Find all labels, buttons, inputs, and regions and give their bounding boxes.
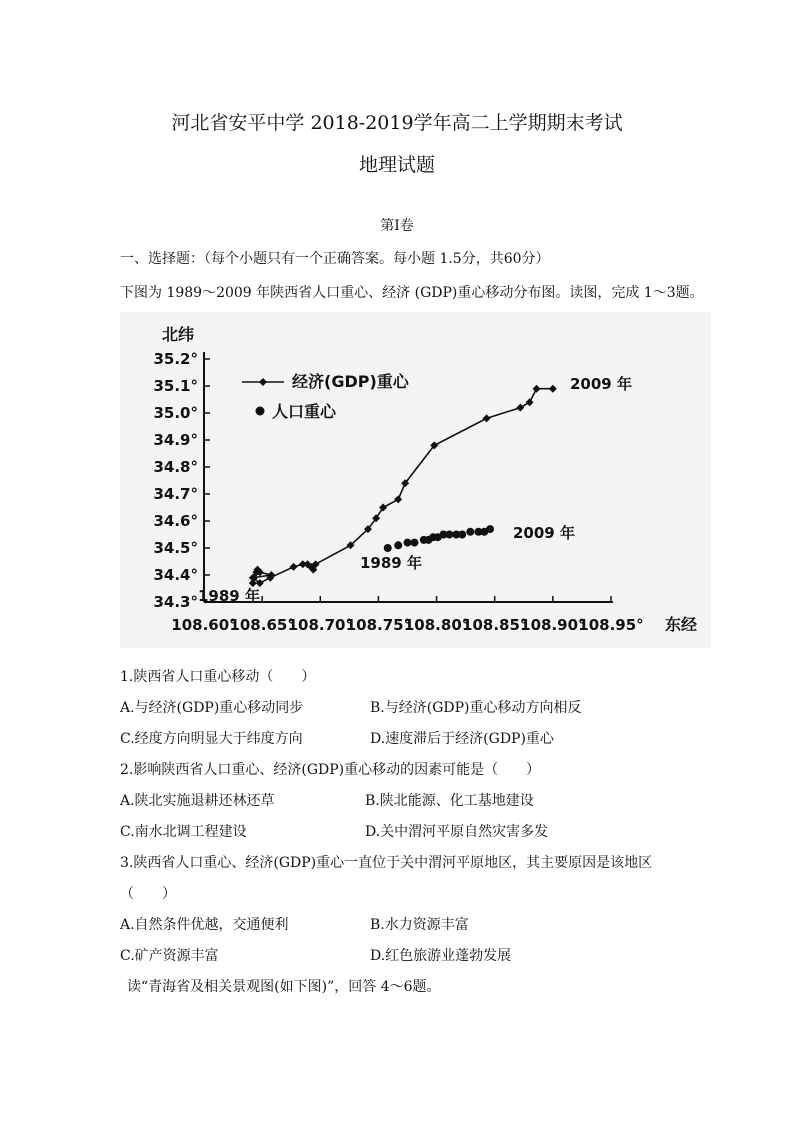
gdp-point <box>533 385 541 393</box>
x-tick-label: 108.65° <box>229 616 295 634</box>
y-tick-label: 34.9° <box>153 431 198 449</box>
q2-option-d[interactable]: D.关中渭河平原自然灾害多发 <box>365 824 549 840</box>
chart-legend <box>242 372 410 421</box>
next-section-lead: 读“青海省及相关景观图(如下图)”，回答 4～6题。 <box>127 979 441 995</box>
section-heading: 一、选择题：（每个小题只有一个正确答案。每小题 1.5分，共60分） <box>120 251 550 267</box>
q1-option-d[interactable]: D.速度滞后于经济(GDP)重心 <box>370 731 554 747</box>
q3-option-d[interactable]: D.红色旅游业蓬勃发展 <box>370 948 512 964</box>
population-point <box>404 539 412 547</box>
y-tick-label: 35.1° <box>153 377 198 395</box>
gdp-point <box>526 398 534 406</box>
y-tick-label: 35.0° <box>153 404 198 422</box>
year-annotation: 1989 年 <box>198 587 260 605</box>
y-tick-label: 35.2° <box>153 350 198 368</box>
y-tick-label: 34.5° <box>153 539 198 557</box>
population-point <box>410 539 418 547</box>
x-tick-label: 108.60° <box>171 616 237 634</box>
year-annotation: 2009 年 <box>570 375 632 393</box>
year-annotation: 1989 年 <box>360 554 422 572</box>
x-tick-label: 108.85° <box>462 616 528 634</box>
volume-label: 第Ⅰ卷 <box>380 218 414 234</box>
question-1-stem: 1.陕西省人口重心移动（ ） <box>120 669 316 685</box>
y-tick-label: 34.8° <box>153 458 198 476</box>
figure-intro: 下图为 1989～2009 年陕西省人口重心、经济 (GDP)重心移动分布图。读图，完成 1～3题。 <box>120 285 704 301</box>
y-tick-label: 34.3° <box>153 593 198 611</box>
population-point <box>394 541 402 549</box>
gdp-point <box>394 495 402 503</box>
q3-option-b[interactable]: B.水力资源丰富 <box>370 917 469 933</box>
y-axis-label: 北纬 <box>162 325 195 344</box>
x-tick-label: 108.75° <box>345 616 412 634</box>
q2-option-a[interactable]: A.陕北实施退耕还林还草 <box>120 793 275 809</box>
q1-option-b[interactable]: B.与经济(GDP)重心移动方向相反 <box>370 700 582 716</box>
q2-option-c[interactable]: C.南水北调工程建设 <box>120 824 247 840</box>
x-tick-label: 108.80° <box>403 616 470 634</box>
legend-label-gdp: 经济(GDP)重心 <box>292 372 409 391</box>
gdp-point <box>549 385 557 393</box>
paper-subtitle: 地理试题 <box>358 154 435 176</box>
legend-label-population: 人口重心 <box>272 402 337 421</box>
q3-option-a[interactable]: A.自然条件优越，交通便利 <box>120 917 289 933</box>
x-axis-label: 东经 <box>665 615 698 634</box>
paper-title: 河北省安平中学 2018-2019学年高二上学期期末考试 <box>171 112 623 134</box>
gdp-point <box>516 404 524 412</box>
gdp-point <box>379 504 387 512</box>
y-tick-label: 34.4° <box>153 566 198 584</box>
population-point <box>458 531 466 539</box>
year-annotation: 2009 年 <box>513 524 575 542</box>
x-tick-label: 108.90° <box>520 616 586 634</box>
q3-option-c[interactable]: C.矿产资源丰富 <box>120 948 219 964</box>
gdp-point <box>290 563 298 571</box>
q1-option-c[interactable]: C.经度方向明显大于纬度方向 <box>120 731 303 747</box>
population-point <box>466 528 474 536</box>
y-tick-label: 34.6° <box>153 512 198 530</box>
y-tick-label: 34.7° <box>153 485 198 503</box>
population-point <box>445 531 453 539</box>
q2-option-b[interactable]: B.陕北能源、化工基地建设 <box>365 793 534 809</box>
population-point <box>486 525 494 533</box>
q1-option-a[interactable]: A.与经济(GDP)重心移动同步 <box>120 700 304 716</box>
x-tick-label: 108.95° <box>578 616 644 634</box>
population-point <box>384 544 392 552</box>
legend-circle-icon <box>256 407 265 416</box>
x-tick-label: 108.70° <box>287 616 353 634</box>
question-2-stem: 2.影响陕西省人口重心、经济(GDP)重心移动的因素可能是（ ） <box>120 762 541 778</box>
legend-diamond-icon <box>259 378 267 386</box>
question-3-stem: 3.陕西省人口重心、经济(GDP)重心一直位于关中渭河平原地区，其主要原因是该地区 <box>120 855 653 871</box>
question-3-stem-cont: （ ） <box>120 886 176 902</box>
gdp-point <box>483 414 491 422</box>
gravity-center-chart <box>120 312 711 648</box>
